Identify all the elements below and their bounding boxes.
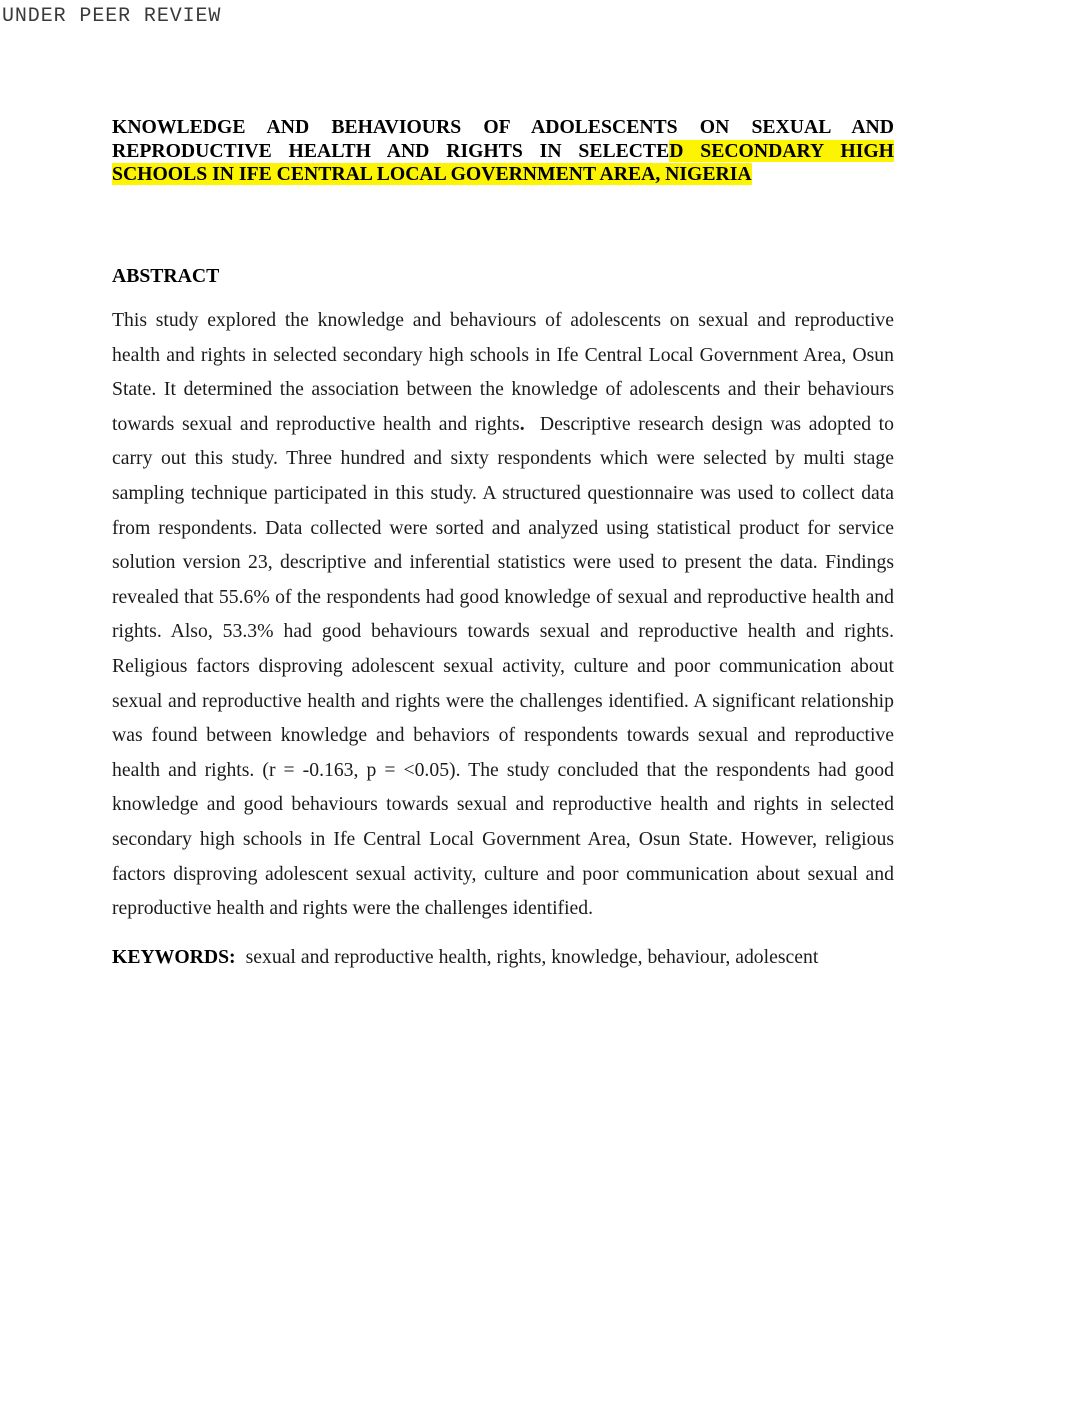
keywords-label: KEYWORDS: [112, 945, 236, 968]
text-segment: Descriptive research design was adopted to carry out this study. Three hundred and sixty respondents which were selected by multi stage sampling technique participated in this study. A structured questionnaire was used to collect data from respondents. Data collected were sorted and analyzed using statistical product for service solution version 23, descriptive and inferential statistics were used to present the data. Findings revealed that 55.6% of the respondents had good knowledge of sexual and reproductive health and rights. Also, 53.3% had good behaviours towards sexual and reproductive health and rights. Religious factors disproving adolescent sexual activity, culture and poor communication about sexual and reproductive health and rights were the challenges identified. A significant relationship was found between knowledge and behaviors of respondents towards sexual and reproductive health and rights. (r = -0.163, p = <0.05). The study concluded that the respondents had good knowledge and good behaviours towards sexual and reproductive health and rights in selected secondary high schools in Ife Central Local Government Area, Osun State. However, religious factors disproving adolescent sexual activity, culture and poor communication about sexual and reproductive health and rights were the challenges identified. [112, 412, 894, 920]
highlighted-text: D SECONDARY HIGH SCHOOLS IN IFE CENTRAL LOCAL GOVERNMENT AREA, NIGERIA [112, 139, 894, 185]
keywords-text: sexual and reproductive health, rights, knowledge, behaviour, adolescent [245, 945, 819, 968]
paper-title [112, 116, 894, 187]
text-segment: This study explored the knowledge and behaviours of adolescents on sexual and reproductive health and rights in selected secondary high schools in Ife Central Local Government Area, Osun State. It determined the association between the knowledge of adolescents and their behaviours towards sexual and reproductive health and rights [112, 309, 894, 435]
page-content [112, 0, 894, 969]
bold-text: . [519, 412, 525, 435]
text-segment: KNOWLEDGE AND BEHAVIOURS OF ADOLESCENTS ON SEXUAL AND REPRODUCTIVE HEALTH AND RIGHTS IN SELECTE [112, 116, 894, 162]
peer-review-watermark: UNDER PEER REVIEW [2, 5, 222, 28]
keywords-line [112, 946, 894, 970]
abstract-heading: ABSTRACT [112, 264, 220, 287]
abstract-paragraph [112, 303, 894, 926]
